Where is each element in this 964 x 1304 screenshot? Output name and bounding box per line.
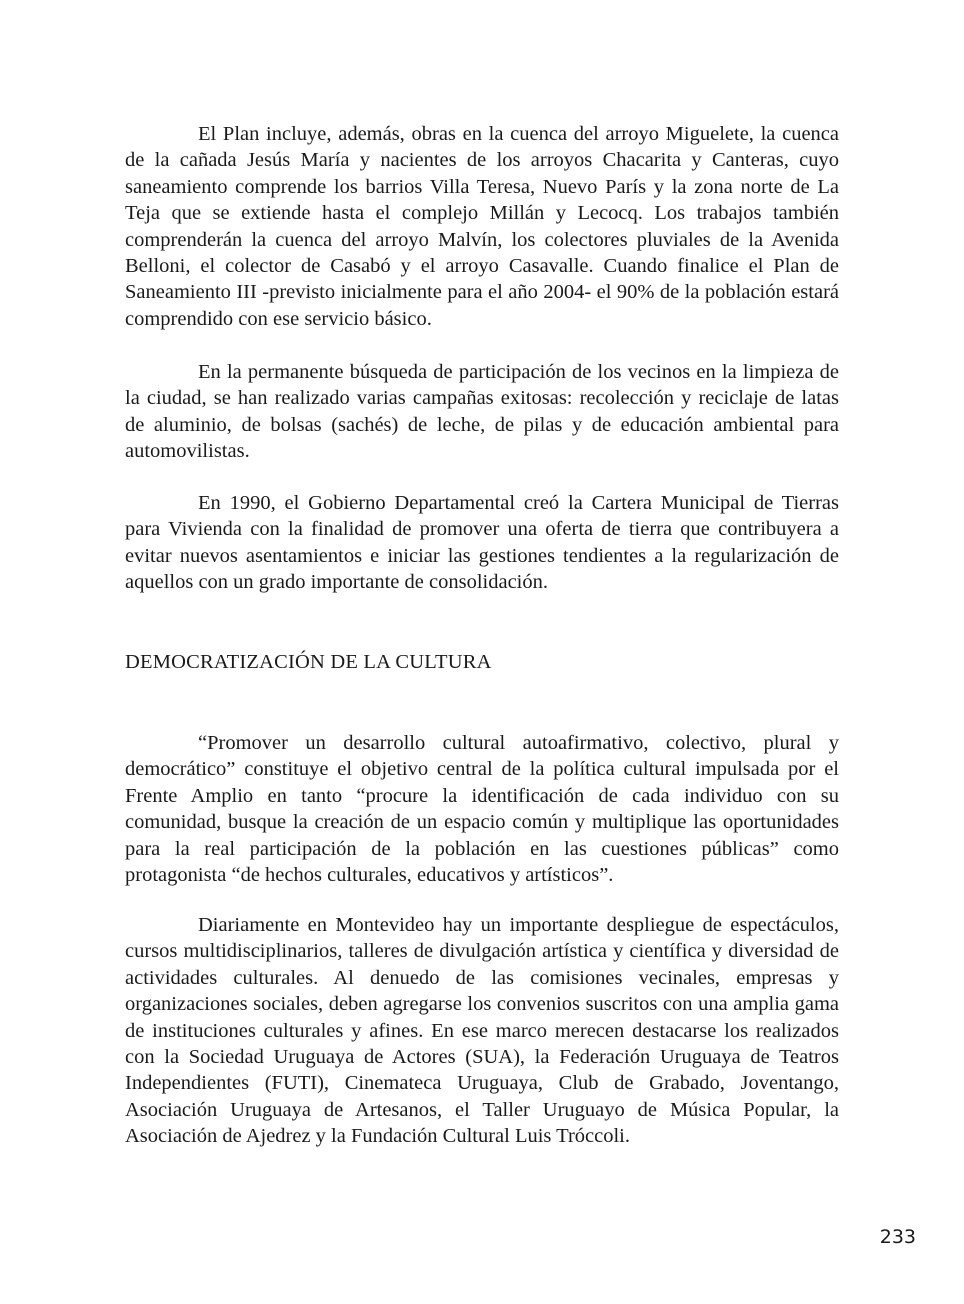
paragraph-sanitation-plan: El Plan incluye, además, obras en la cuenca del arroyo Miguelete, la cuenca de la cañada Jesús María y nacientes de los arroyos Chacarita y Canteras, cuyo saneamiento comprende los barrios Villa Teresa, Nuevo París y la zona norte de La Teja que se extiende hasta el complejo Millán y Lecocq. Los trabajos también comprenderán la cuenca del arroyo Malvín, los colectores pluviales de la Avenida Belloni, el colector de Casabó y el arroyo Casavalle. Cuando finalice el Plan de Saneamiento III -previsto inicialmente para el año 2004- el 90% de la población estará comprendido con ese servicio básico. (125, 123, 839, 330)
paragraph-cultural-policy: “Promover un desarrollo cultural autoafirmativo, colectivo, plural y democrático” constituye el objetivo central de la política cultural impulsada por el Frente Amplio en tanto “procure la identificación de cada individuo con su comunidad, busque la creación de un espacio común y multiplique las oportunidades para la real participación de la población en las cuestiones públicas” como protagonista “de hechos culturales, educativos y artísticos”. (125, 732, 839, 887)
page-number: 233 (879, 1226, 916, 1248)
paragraph-land-portfolio: En 1990, el Gobierno Departamental creó la Cartera Municipal de Tierras para Vivienda con la finalidad de promover una oferta de tierra que contribuyera a evitar nuevos asentamientos e iniciar las gestiones tendientes a la regularización de aquellos con un grado importante de consolidación. (125, 492, 839, 594)
section-heading: DEMOCRATIZACIÓN DE LA CULTURA (125, 651, 492, 673)
paragraph-cultural-activities: Diariamente en Montevideo hay un importante despliegue de espectáculos, cursos multidisciplinarios, talleres de divulgación artística y científica y diversidad de actividades culturales. Al denuedo de las comisiones vecinales, empresas y organizaciones sociales, deben agregarse los convenios suscritos con una amplia gama de instituciones culturales y afines. En ese marco merecen destacarse los realizados con la Sociedad Uruguaya de Actores (SUA), la Federación Uruguaya de Teatros Independientes (FUTI), Cinemateca Uruguaya, Club de Grabado, Joventango, Asociación Uruguaya de Artesanos, el Taller Uruguayo de Música Popular, la Asociación de Ajedrez y la Fundación Cultural Luis Tróccoli. (125, 914, 839, 1148)
paragraph-recycling-campaigns: En la permanente búsqueda de participación de los vecinos en la limpieza de la ciudad, se han realizado varias campañas exitosas: recolección y reciclaje de latas de aluminio, de bolsas (sachés) de leche, de pilas y de educación ambiental para automovilistas. (125, 361, 839, 463)
